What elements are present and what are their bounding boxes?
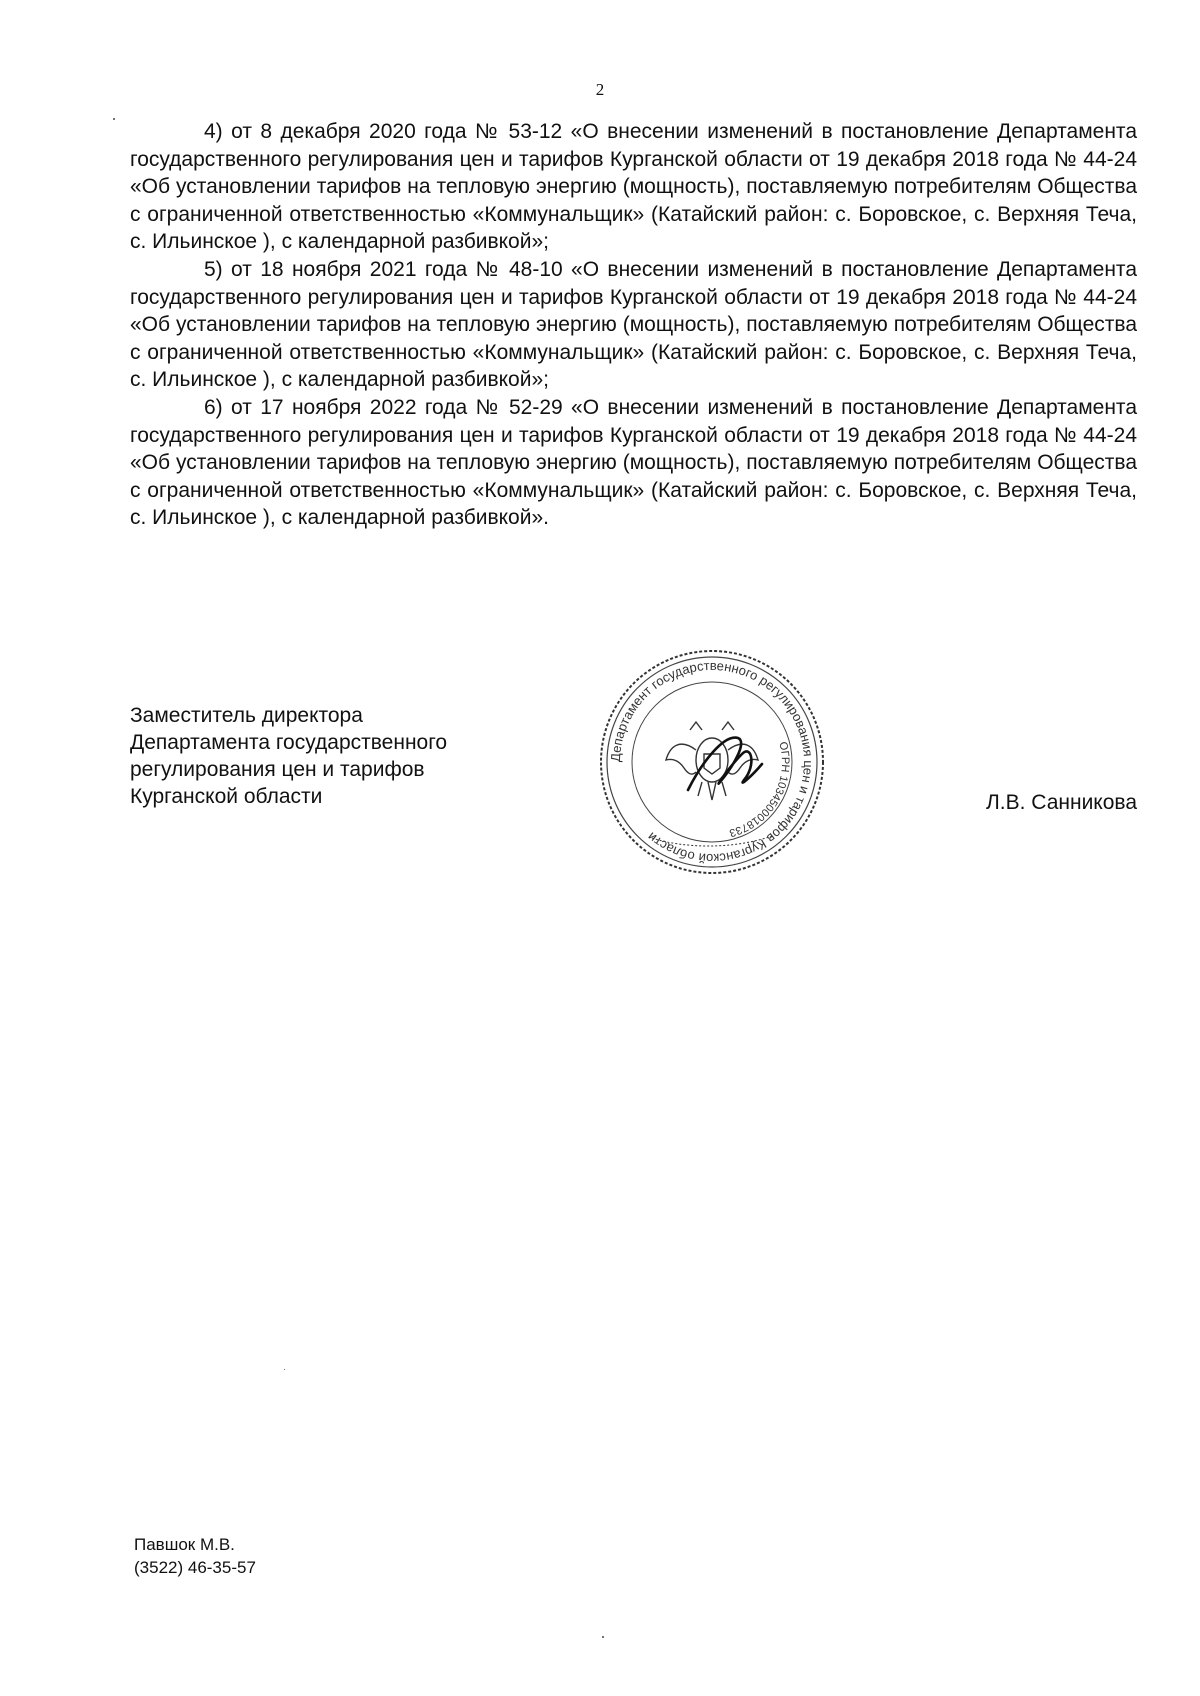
document-body	[130, 118, 1137, 532]
position-line: Департамента государственного	[130, 731, 448, 754]
seal-outer-text: Департамент государственного регулирования цен и тарифов Курганской области	[607, 657, 817, 867]
scan-speck	[284, 1369, 285, 1370]
list-item: 4) от 8 декабря 2020 года № 53-12 «О внесении изменений в постановление Департамента государственного регулирования цен и тарифов Курганской области от 19 декабря 2018 года № 44-24 «Об установлении тарифов на тепловую энергию (мощность), поставляемую потребителям Общества с ограниченной ответственностью «Коммунальщик» (Катайский район: с. Боровское, с. Верхняя Теча, с. Ильинское ), с календарной разбивкой»;	[130, 120, 1137, 254]
official-seal	[592, 642, 832, 882]
executor-name: Павшок М.В.	[134, 1535, 235, 1554]
position-line: Курганской области	[130, 785, 323, 808]
list-item: 6) от 17 ноября 2022 года № 52-29 «О внесении изменений в постановление Департамента государственного регулирования цен и тарифов Курганской области от 19 декабря 2018 года № 44-24 «Об установлении тарифов на тепловую энергию (мощность), поставляемую потребителям Общества с ограниченной ответственностью «Коммунальщик» (Катайский район: с. Боровское, с. Верхняя Теча, с. Ильинское ), с календарной разбивкой».	[130, 395, 1137, 530]
scan-speck	[602, 1636, 604, 1638]
scan-speck	[113, 118, 115, 120]
position-line: регулирования цен и тарифов	[130, 758, 425, 781]
page-number: 2	[595, 80, 605, 99]
seal-inner-text: ОГРН 1034500018733	[727, 740, 792, 839]
handwritten-signature	[688, 738, 762, 790]
position-line: Заместитель директора	[130, 704, 363, 727]
list-item: 5) от 18 ноября 2021 года № 48-10 «О внесении изменений в постановление Департамента государственного регулирования цен и тарифов Курганской области от 19 декабря 2018 года № 44-24 «Об установлении тарифов на тепловую энергию (мощность), поставляемую потребителям Общества с ограниченной ответственностью «Коммунальщик» (Катайский район: с. Боровское, с. Верхняя Теча, с. Ильинское ), с календарной разбивкой»;	[130, 257, 1137, 392]
coat-of-arms-icon	[666, 722, 758, 800]
signatory-name: Л.В. Санникова	[986, 791, 1137, 814]
executor-phone: (3522) 46-35-57	[134, 1558, 256, 1577]
signatory-position	[130, 702, 550, 810]
executor-info	[134, 1533, 256, 1579]
